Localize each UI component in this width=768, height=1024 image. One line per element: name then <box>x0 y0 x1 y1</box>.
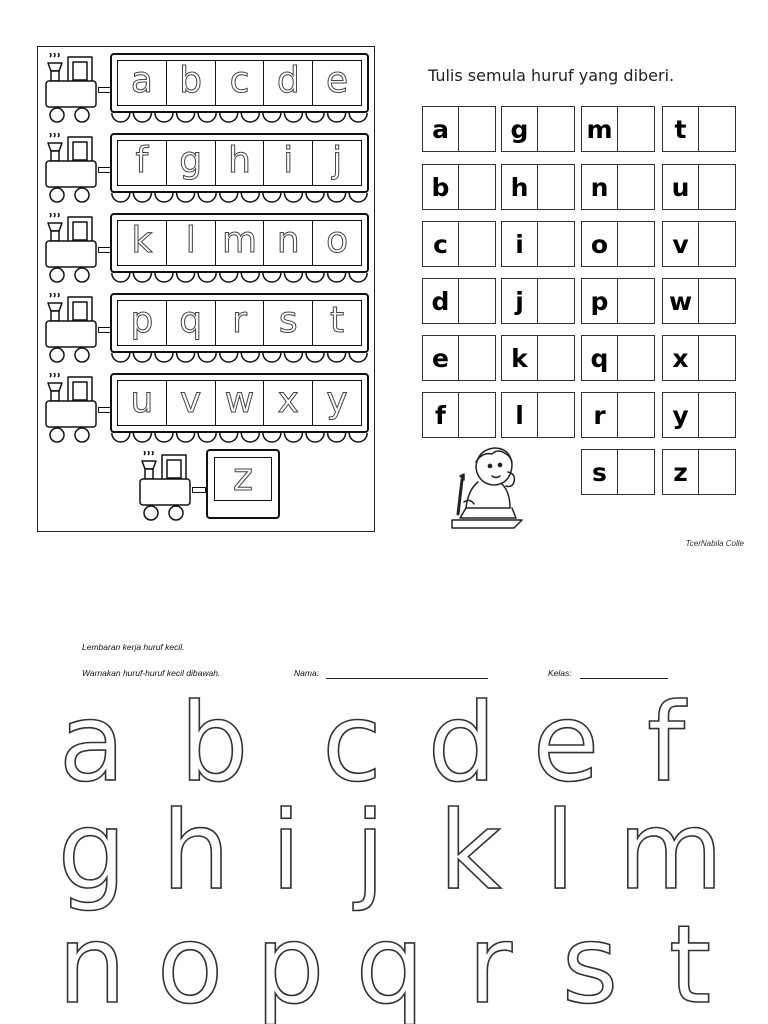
given-letter: b <box>423 165 459 209</box>
write-space[interactable] <box>538 165 574 209</box>
trace-letter[interactable]: u <box>118 381 167 425</box>
trace-letter[interactable]: l <box>167 221 216 265</box>
outline-letter[interactable]: f <box>646 681 686 806</box>
write-space[interactable] <box>459 222 495 266</box>
trace-letter[interactable]: k <box>118 221 167 265</box>
given-letter: o <box>582 222 618 266</box>
outline-letter[interactable]: q <box>355 903 425 1024</box>
write-space[interactable] <box>618 165 654 209</box>
given-letter: w <box>663 279 699 323</box>
trace-letter[interactable]: a <box>118 61 167 105</box>
given-letter: v <box>663 222 699 266</box>
write-space[interactable] <box>459 107 495 151</box>
letter-box <box>501 335 575 381</box>
write-space[interactable] <box>618 450 654 494</box>
given-letter: h <box>502 165 538 209</box>
outline-letter[interactable]: c <box>322 681 382 806</box>
given-letter: m <box>582 107 618 151</box>
train-row <box>38 127 374 207</box>
letter-box <box>581 449 655 495</box>
given-letter: p <box>582 279 618 323</box>
given-letter: r <box>582 393 618 437</box>
outline-letter[interactable]: s <box>561 903 619 1024</box>
train-engine-icon <box>44 53 100 125</box>
write-space[interactable] <box>459 393 495 437</box>
trace-letter[interactable]: x <box>264 381 313 425</box>
train-car-wheels <box>110 273 369 287</box>
worksheet-heading: Lembaran kerja huruf kecil. <box>82 642 185 652</box>
train-car-wheels <box>110 193 369 207</box>
given-letter: l <box>502 393 538 437</box>
trace-letter[interactable]: t <box>330 300 345 341</box>
author-credit: TcerNabila Colle <box>685 539 744 548</box>
train-row <box>38 47 374 127</box>
letter-box <box>581 278 655 324</box>
outline-letter[interactable]: h <box>161 789 231 914</box>
trace-letter[interactable]: y <box>326 380 348 421</box>
letter-box <box>422 392 496 438</box>
given-letter: s <box>582 450 618 494</box>
letter-box <box>501 106 575 152</box>
trace-letter[interactable]: s <box>264 301 313 345</box>
outline-letter[interactable]: r <box>467 903 513 1024</box>
letter-box <box>501 221 575 267</box>
train-tracing-worksheet <box>37 46 375 532</box>
trace-letter[interactable]: p <box>118 301 167 345</box>
given-letter: y <box>663 393 699 437</box>
trace-letter[interactable]: d <box>264 61 313 105</box>
write-space[interactable] <box>618 336 654 380</box>
write-space[interactable] <box>459 336 495 380</box>
trace-letter[interactable]: v <box>167 381 216 425</box>
letter-box <box>501 392 575 438</box>
trace-letter[interactable]: j <box>332 140 343 181</box>
class-field-line[interactable] <box>580 678 668 679</box>
name-label: Nama: <box>294 668 320 678</box>
trace-letter[interactable]: z <box>214 457 272 501</box>
outline-letter[interactable]: a <box>58 681 126 806</box>
letter-box <box>501 278 575 324</box>
letter-box <box>662 164 736 210</box>
write-space[interactable] <box>699 107 735 151</box>
train-row <box>38 207 374 287</box>
trace-letter[interactable]: e <box>326 60 349 101</box>
write-space[interactable] <box>699 222 735 266</box>
letter-box <box>662 449 736 495</box>
train-car <box>110 293 369 353</box>
thinking-boy-illustration <box>438 436 534 532</box>
letter-box <box>581 392 655 438</box>
letter-box <box>422 106 496 152</box>
write-space[interactable] <box>618 393 654 437</box>
given-letter: n <box>582 165 618 209</box>
write-space[interactable] <box>699 165 735 209</box>
outline-letter[interactable]: j <box>354 789 385 914</box>
train-car-wheels <box>110 113 369 127</box>
outline-letter[interactable]: i <box>270 789 301 914</box>
train-car <box>110 53 369 113</box>
write-space[interactable] <box>618 279 654 323</box>
write-space[interactable] <box>699 336 735 380</box>
given-letter: j <box>502 279 538 323</box>
trace-letter[interactable]: n <box>264 221 313 265</box>
write-space[interactable] <box>459 279 495 323</box>
train-engine-icon <box>138 451 194 523</box>
train-car <box>110 213 369 273</box>
trace-letter[interactable]: g <box>167 141 216 185</box>
given-letter: f <box>423 393 459 437</box>
given-letter: d <box>423 279 459 323</box>
write-space[interactable] <box>538 107 574 151</box>
trace-letter[interactable]: c <box>216 61 265 105</box>
letter-box <box>581 106 655 152</box>
train-car <box>206 449 280 519</box>
train-car <box>110 133 369 193</box>
given-letter: x <box>663 336 699 380</box>
trace-letter[interactable]: q <box>167 301 216 345</box>
given-letter: c <box>423 222 459 266</box>
letter-box <box>662 278 736 324</box>
outline-letter[interactable]: n <box>57 903 127 1024</box>
class-label: Kelas: <box>548 668 572 678</box>
letter-box <box>581 164 655 210</box>
write-space[interactable] <box>459 165 495 209</box>
write-space[interactable] <box>538 222 574 266</box>
letter-box <box>662 392 736 438</box>
train-engine-icon <box>44 133 100 205</box>
write-space[interactable] <box>538 279 574 323</box>
train-row <box>38 287 374 367</box>
letter-box <box>662 221 736 267</box>
worksheet-title: Tulis semula huruf yang diberi. <box>428 66 675 85</box>
outline-letter[interactable]: l <box>544 789 575 914</box>
outline-letter[interactable]: b <box>179 681 249 806</box>
trace-letter[interactable]: h <box>216 141 265 185</box>
outline-letter[interactable]: d <box>427 681 497 806</box>
train-row <box>38 367 374 447</box>
write-space[interactable] <box>699 279 735 323</box>
trace-letter[interactable]: o <box>326 220 349 261</box>
outline-letter[interactable]: e <box>532 681 600 806</box>
given-letter: u <box>663 165 699 209</box>
outline-letter[interactable]: p <box>255 903 325 1024</box>
trace-letter[interactable]: i <box>264 141 313 185</box>
given-letter: k <box>502 336 538 380</box>
train-car-wheels <box>110 433 369 447</box>
train-coupler <box>192 487 206 493</box>
trace-letter[interactable]: w <box>216 381 265 425</box>
given-letter: q <box>582 336 618 380</box>
trace-letter[interactable]: b <box>167 61 216 105</box>
train-car-wheels <box>110 353 369 367</box>
outline-letter[interactable]: k <box>438 789 502 914</box>
letter-box <box>581 221 655 267</box>
write-space[interactable] <box>618 107 654 151</box>
train-engine-icon <box>44 213 100 285</box>
lowercase-coloring-worksheet <box>0 620 768 1024</box>
write-space[interactable] <box>699 450 735 494</box>
letter-box <box>422 164 496 210</box>
outline-letter[interactable]: t <box>668 903 712 1024</box>
given-letter: i <box>502 222 538 266</box>
write-space[interactable] <box>538 393 574 437</box>
write-space[interactable] <box>699 393 735 437</box>
worksheet-instruction: Warnakan huruf-huruf kecil dibawah. <box>82 668 221 678</box>
trace-letter[interactable]: r <box>216 301 265 345</box>
given-letter: z <box>663 450 699 494</box>
trace-letter[interactable]: f <box>118 141 167 185</box>
write-space[interactable] <box>618 222 654 266</box>
given-letter: t <box>663 107 699 151</box>
given-letter: e <box>423 336 459 380</box>
write-space[interactable] <box>538 336 574 380</box>
train-row-last <box>138 447 288 529</box>
train-engine-icon <box>44 293 100 365</box>
given-letter: a <box>423 107 459 151</box>
letter-box <box>581 335 655 381</box>
rewrite-letters-worksheet <box>416 40 746 552</box>
outline-letter[interactable]: m <box>618 789 724 914</box>
letter-box <box>422 221 496 267</box>
letter-box <box>422 278 496 324</box>
name-field-line[interactable] <box>326 678 488 679</box>
outline-letter[interactable]: o <box>156 903 224 1024</box>
letter-box <box>662 335 736 381</box>
letter-box <box>422 335 496 381</box>
train-engine-icon <box>44 373 100 445</box>
letter-box <box>662 106 736 152</box>
outline-letter[interactable]: g <box>57 789 127 914</box>
train-car <box>110 373 369 433</box>
given-letter: g <box>502 107 538 151</box>
trace-letter[interactable]: m <box>216 221 265 265</box>
letter-box <box>501 164 575 210</box>
